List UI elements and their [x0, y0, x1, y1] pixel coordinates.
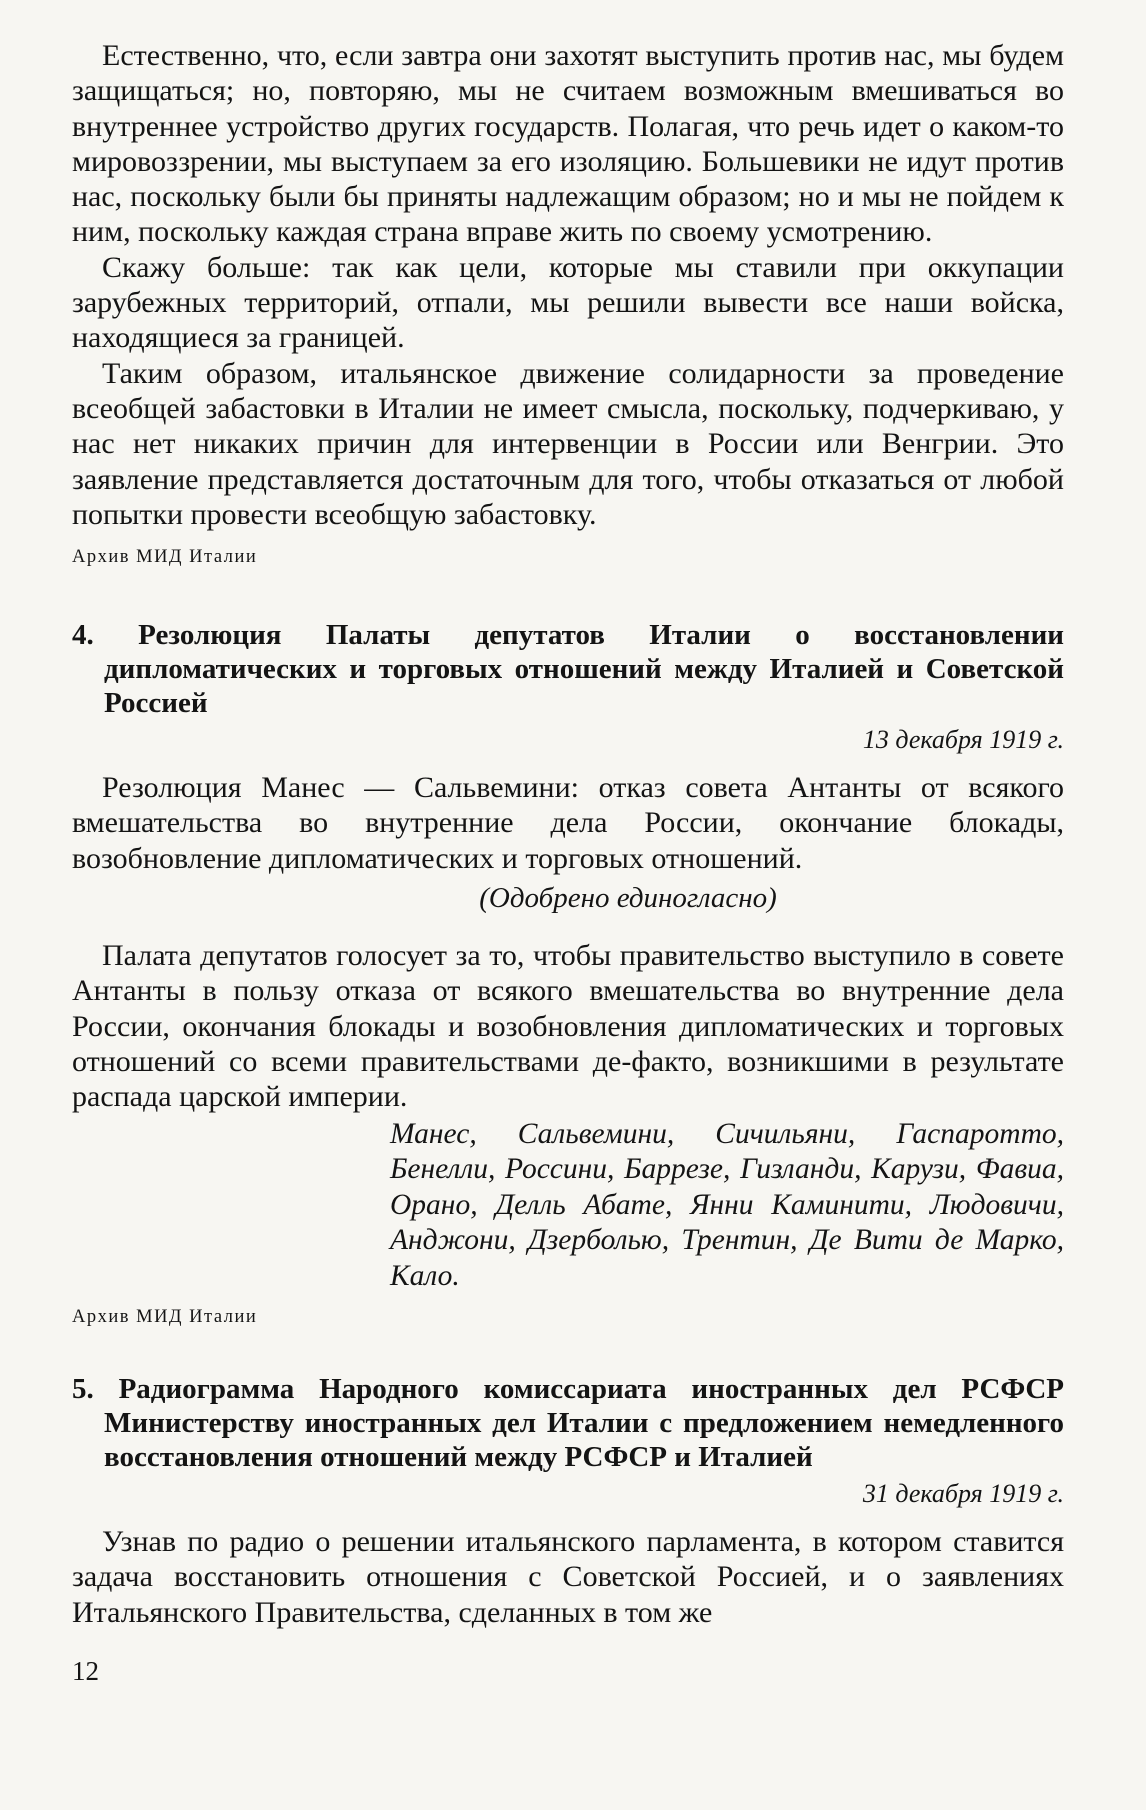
- approval-note: (Одобрено единогласно): [479, 882, 777, 915]
- archive-source: Архив МИД Италии: [72, 1307, 258, 1328]
- page-number: 12: [72, 1656, 99, 1686]
- section-4: [72, 618, 1064, 1330]
- document-date: 31 декабря 1919 г.: [862, 1479, 1064, 1509]
- section-5: [72, 1372, 1064, 1630]
- document-date: 13 декабря 1919 г.: [862, 725, 1064, 755]
- paragraph: Естественно, что, если завтра они захотят выступить против нас, мы будем защищаться; но, повторяю, мы не считаем возможным вмешиваться во внутреннее устройство других государств. Полагая, что речь идет о каком-то мировоззрении, мы выступаем за его изоляцию. Большевики не идут против нас, поскольку были бы приняты надлежащим образом; но и мы не пойдем к ним, поскольку каждая страна вправе жить по своему усмотрению.: [72, 39, 1064, 249]
- paragraph: Скажу больше: так как цели, которые мы ставили при оккупации зарубежных территорий, отпали, мы решили вывести все наши войска, находящиеся за границей.: [72, 250, 1064, 355]
- archive-source: Архив МИД Италии: [72, 547, 258, 568]
- section-3-continuation: [72, 38, 1064, 570]
- resolution-text: Резолюция Манес — Сальвемини: отказ совета Антанты от всякого вмешательства во внутренние дела России, окончание блокады, возобновление дипломатических и торговых отношений.: [72, 771, 1064, 875]
- paragraph: Узнав по радио о решении итальянского парламента, в котором ставится задача восстановить отношения с Советской Россией, и о заявлениях Итальянского Правительства, сделанных в том же: [72, 1525, 1064, 1629]
- section-heading: 5. Радиограмма Народного комиссариата иностранных дел РСФСР Министерству иностранных дел Италии с предложением немедленного восстановления отношений между РСФСР и Италией: [72, 1373, 1064, 1474]
- paragraph: Таким образом, итальянское движение солидарности за проведение всеобщей забастовки в Италии не имеет смысла, поскольку, подчеркиваю, у нас нет никаких причин для интервенции в России или Венгрии. Это заявление представляется достаточным для того, чтобы отказаться от любой попытки провести всеобщую забастовку.: [72, 356, 1064, 531]
- signatories: Манес, Сальвемини, Сичильяни, Гаспаротто, Бенелли, Россини, Баррезе, Гизланди, Карузи, Фавиа, Орано, Делль Абате, Янни Каминити, Людовичи, Анджони, Дзерболью, Трентин, Де Вити де Марко, Кало.: [390, 1117, 1064, 1292]
- vote-text: Палата депутатов голосует за то, чтобы правительство выступило в совете Антанты в пользу отказа от всякого вмешательства во внутренние дела России, окончания блокады и возобновления дипломатических и торговых отношений со всеми правительствами де-факто, возникшими в результате распада царской империи.: [72, 939, 1064, 1114]
- section-heading: 4. Резолюция Палаты депутатов Италии о восстановлении дипломатических и торговых отношений между Италией и Советской Россией: [72, 619, 1064, 720]
